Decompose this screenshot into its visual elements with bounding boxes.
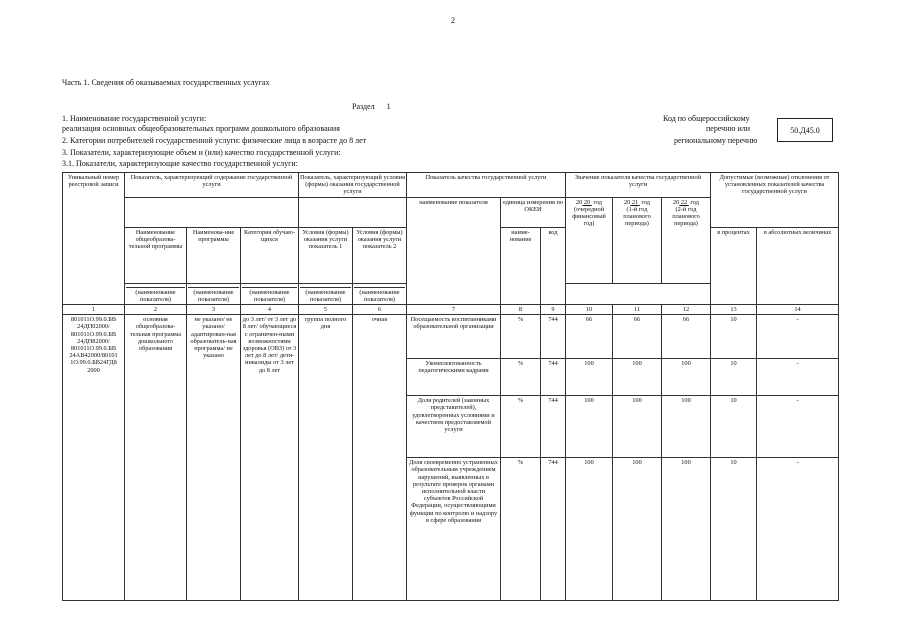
deviation-absolute: - <box>757 315 839 359</box>
value-year-1: 66 <box>566 315 613 359</box>
unit-code: 744 <box>541 396 566 458</box>
value-year-1: 100 <box>566 396 613 458</box>
quality-title: 3.1. Показатели, характеризующие качество государственной услуги: <box>62 159 298 168</box>
registry-code-box: 50.Д45.0 <box>777 118 833 142</box>
h-content: Показатель, характеризующий содержание государственной услуги <box>125 173 299 198</box>
section-label: Раздел 1 <box>352 102 391 111</box>
value-year-2: 100 <box>613 458 662 601</box>
page-number: 2 <box>451 16 455 25</box>
code-label-3: региональному перечню <box>674 136 758 145</box>
consumers: 2. Категории потребителей государственной услуги: физические лица в возрасте до 8 лет <box>62 136 367 145</box>
value-year-2: 66 <box>613 315 662 359</box>
h-values: Значение показателя качества государственной услуги <box>566 173 711 198</box>
h-deviation: Допустимые (возможные) отклонения от установленных показателей качества государственной услуги <box>711 173 839 228</box>
value-year-3: 100 <box>662 458 711 601</box>
h-c3: Категория обучаю-щихся <box>241 227 299 283</box>
h-quality: Показатель качества государственной услуги <box>407 173 566 198</box>
h-unit-name: наиме-нование <box>501 227 541 304</box>
h-unit-code: код <box>541 227 566 304</box>
value-c1: основная общеобразова-тельная программа дошкольного образования <box>125 315 187 601</box>
h-c5: Условия (формы) оказания услуги показатель 2 <box>353 227 407 283</box>
h-c2-sub: (наименование показателя) <box>187 283 241 304</box>
unit-code: 744 <box>541 458 566 601</box>
value-c5: очная <box>353 315 407 601</box>
h-c4: Условия (формы) оказания услуги показатель 1 <box>299 227 353 283</box>
value-c4: группа полного дня <box>299 315 353 601</box>
unit-code: 744 <box>541 315 566 359</box>
h-c3-sub: (наименование показателя) <box>241 283 299 304</box>
h-unit: единица измерения по ОКЕИ <box>501 197 566 227</box>
value-c3: до 3 лет/ от 3 лет до 8 лет/ обучающиеся с ограничен-ными возможностями здоровья (ОВЗ) от 3 лет до 8 лет/ дети-инвалиды от 3 лет до 8 лет <box>241 315 299 601</box>
h-indicator-name: наименование показателя <box>407 197 501 304</box>
value-year-3: 66 <box>662 315 711 359</box>
part-title: Часть 1. Сведения об оказываемых государственных услугах <box>62 78 270 87</box>
col-num: 5 <box>299 305 353 315</box>
col-num: 6 <box>353 305 407 315</box>
col-num: 3 <box>187 305 241 315</box>
col-num: 4 <box>241 305 299 315</box>
registry-number: 801011О.99.0.БВ 24ДП02000/ 801011О.99.0.БВ 24ДН82000/ 801011О.99.0.БВ 24АВ42000/80101 1О.99.0.БВ24ГД8 2000 <box>63 315 125 601</box>
code-label-1: Код по общероссийскому <box>663 114 750 123</box>
unit-name: % <box>501 359 541 396</box>
h-c1: Наименование общеобразова-тельной программы <box>125 227 187 283</box>
col-num: 9 <box>541 305 566 315</box>
indicator-name: Доля своевременно устраненных образовательным учреждением нарушений, выявленных в результате проверок органами исполнительной власти субъектов Российской Федерации, осуществляющими функции по контролю и надзору в сфере образования <box>407 458 501 601</box>
value-year-2: 100 <box>613 396 662 458</box>
unit-code: 744 <box>541 359 566 396</box>
code-label-2: перечню или <box>706 124 751 133</box>
indicator-name: Посещаемость воспитанниками образовательной организации <box>407 315 501 359</box>
value-year-2: 100 <box>613 359 662 396</box>
value-year-1: 100 <box>566 359 613 396</box>
value-year-3: 100 <box>662 396 711 458</box>
quality-table <box>62 172 839 601</box>
service-name: реализация основных общеобразовательных программ дошкольного образования <box>62 124 340 133</box>
col-num: 7 <box>407 305 501 315</box>
unit-name: % <box>501 458 541 601</box>
unit-name: % <box>501 396 541 458</box>
unit-name: % <box>501 315 541 359</box>
col-num: 10 <box>566 305 613 315</box>
col-num: 13 <box>711 305 757 315</box>
h-conditions: Показатель, характеризующий условия (формы) оказания государственной услуги <box>300 174 405 196</box>
col-num: 2 <box>125 305 187 315</box>
col-num: 11 <box>613 305 662 315</box>
h-percent: в процентах <box>711 227 757 304</box>
deviation-percent: 10 <box>711 315 757 359</box>
deviation-absolute: - <box>757 458 839 601</box>
h-c2: Наименова-ние программы <box>187 227 241 283</box>
value-year-3: 100 <box>662 359 711 396</box>
col-num: 1 <box>63 305 125 315</box>
h-c4-sub: (наименование показателя) <box>299 283 353 304</box>
col-num: 14 <box>757 305 839 315</box>
h-c1-sub: (наименование показателя) <box>125 283 187 304</box>
h-year-2: 20 21 год (1-й год планового периода) <box>613 197 662 283</box>
deviation-percent: 10 <box>711 359 757 396</box>
indicator-name: Доля родителей (законных представителей), удовлетворенных условиями и качеством предоставляемой услуги <box>407 396 501 458</box>
h-year-1: 20 20 год (очередной финансовый год) <box>566 197 613 283</box>
deviation-percent: 10 <box>711 396 757 458</box>
indicators-title: 3. Показатели, характеризующие объем и (или) качество государственной услуги: <box>62 148 341 157</box>
h-year-3: 20 22 год (2-й год планового периода) <box>662 197 711 283</box>
h-absolute: в абсолютных величинах <box>757 227 839 304</box>
col-num: 12 <box>662 305 711 315</box>
value-c2: не указано/ не указано/ адаптирован-ная образователь-ная программа/ не указано <box>187 315 241 601</box>
h-c5-sub: (наименование показателя) <box>353 283 407 304</box>
col-num: 8 <box>501 305 541 315</box>
value-year-1: 100 <box>566 458 613 601</box>
h-registry: Уникальный номер реестровой записи <box>63 173 125 305</box>
deviation-absolute: - <box>757 359 839 396</box>
indicator-name: Укомплектованность педагогическими кадрами <box>407 359 501 396</box>
service-name-label: 1. Наименование государственной услуги: <box>62 114 207 123</box>
table-row <box>63 315 839 359</box>
deviation-percent: 10 <box>711 458 757 601</box>
deviation-absolute: - <box>757 396 839 458</box>
